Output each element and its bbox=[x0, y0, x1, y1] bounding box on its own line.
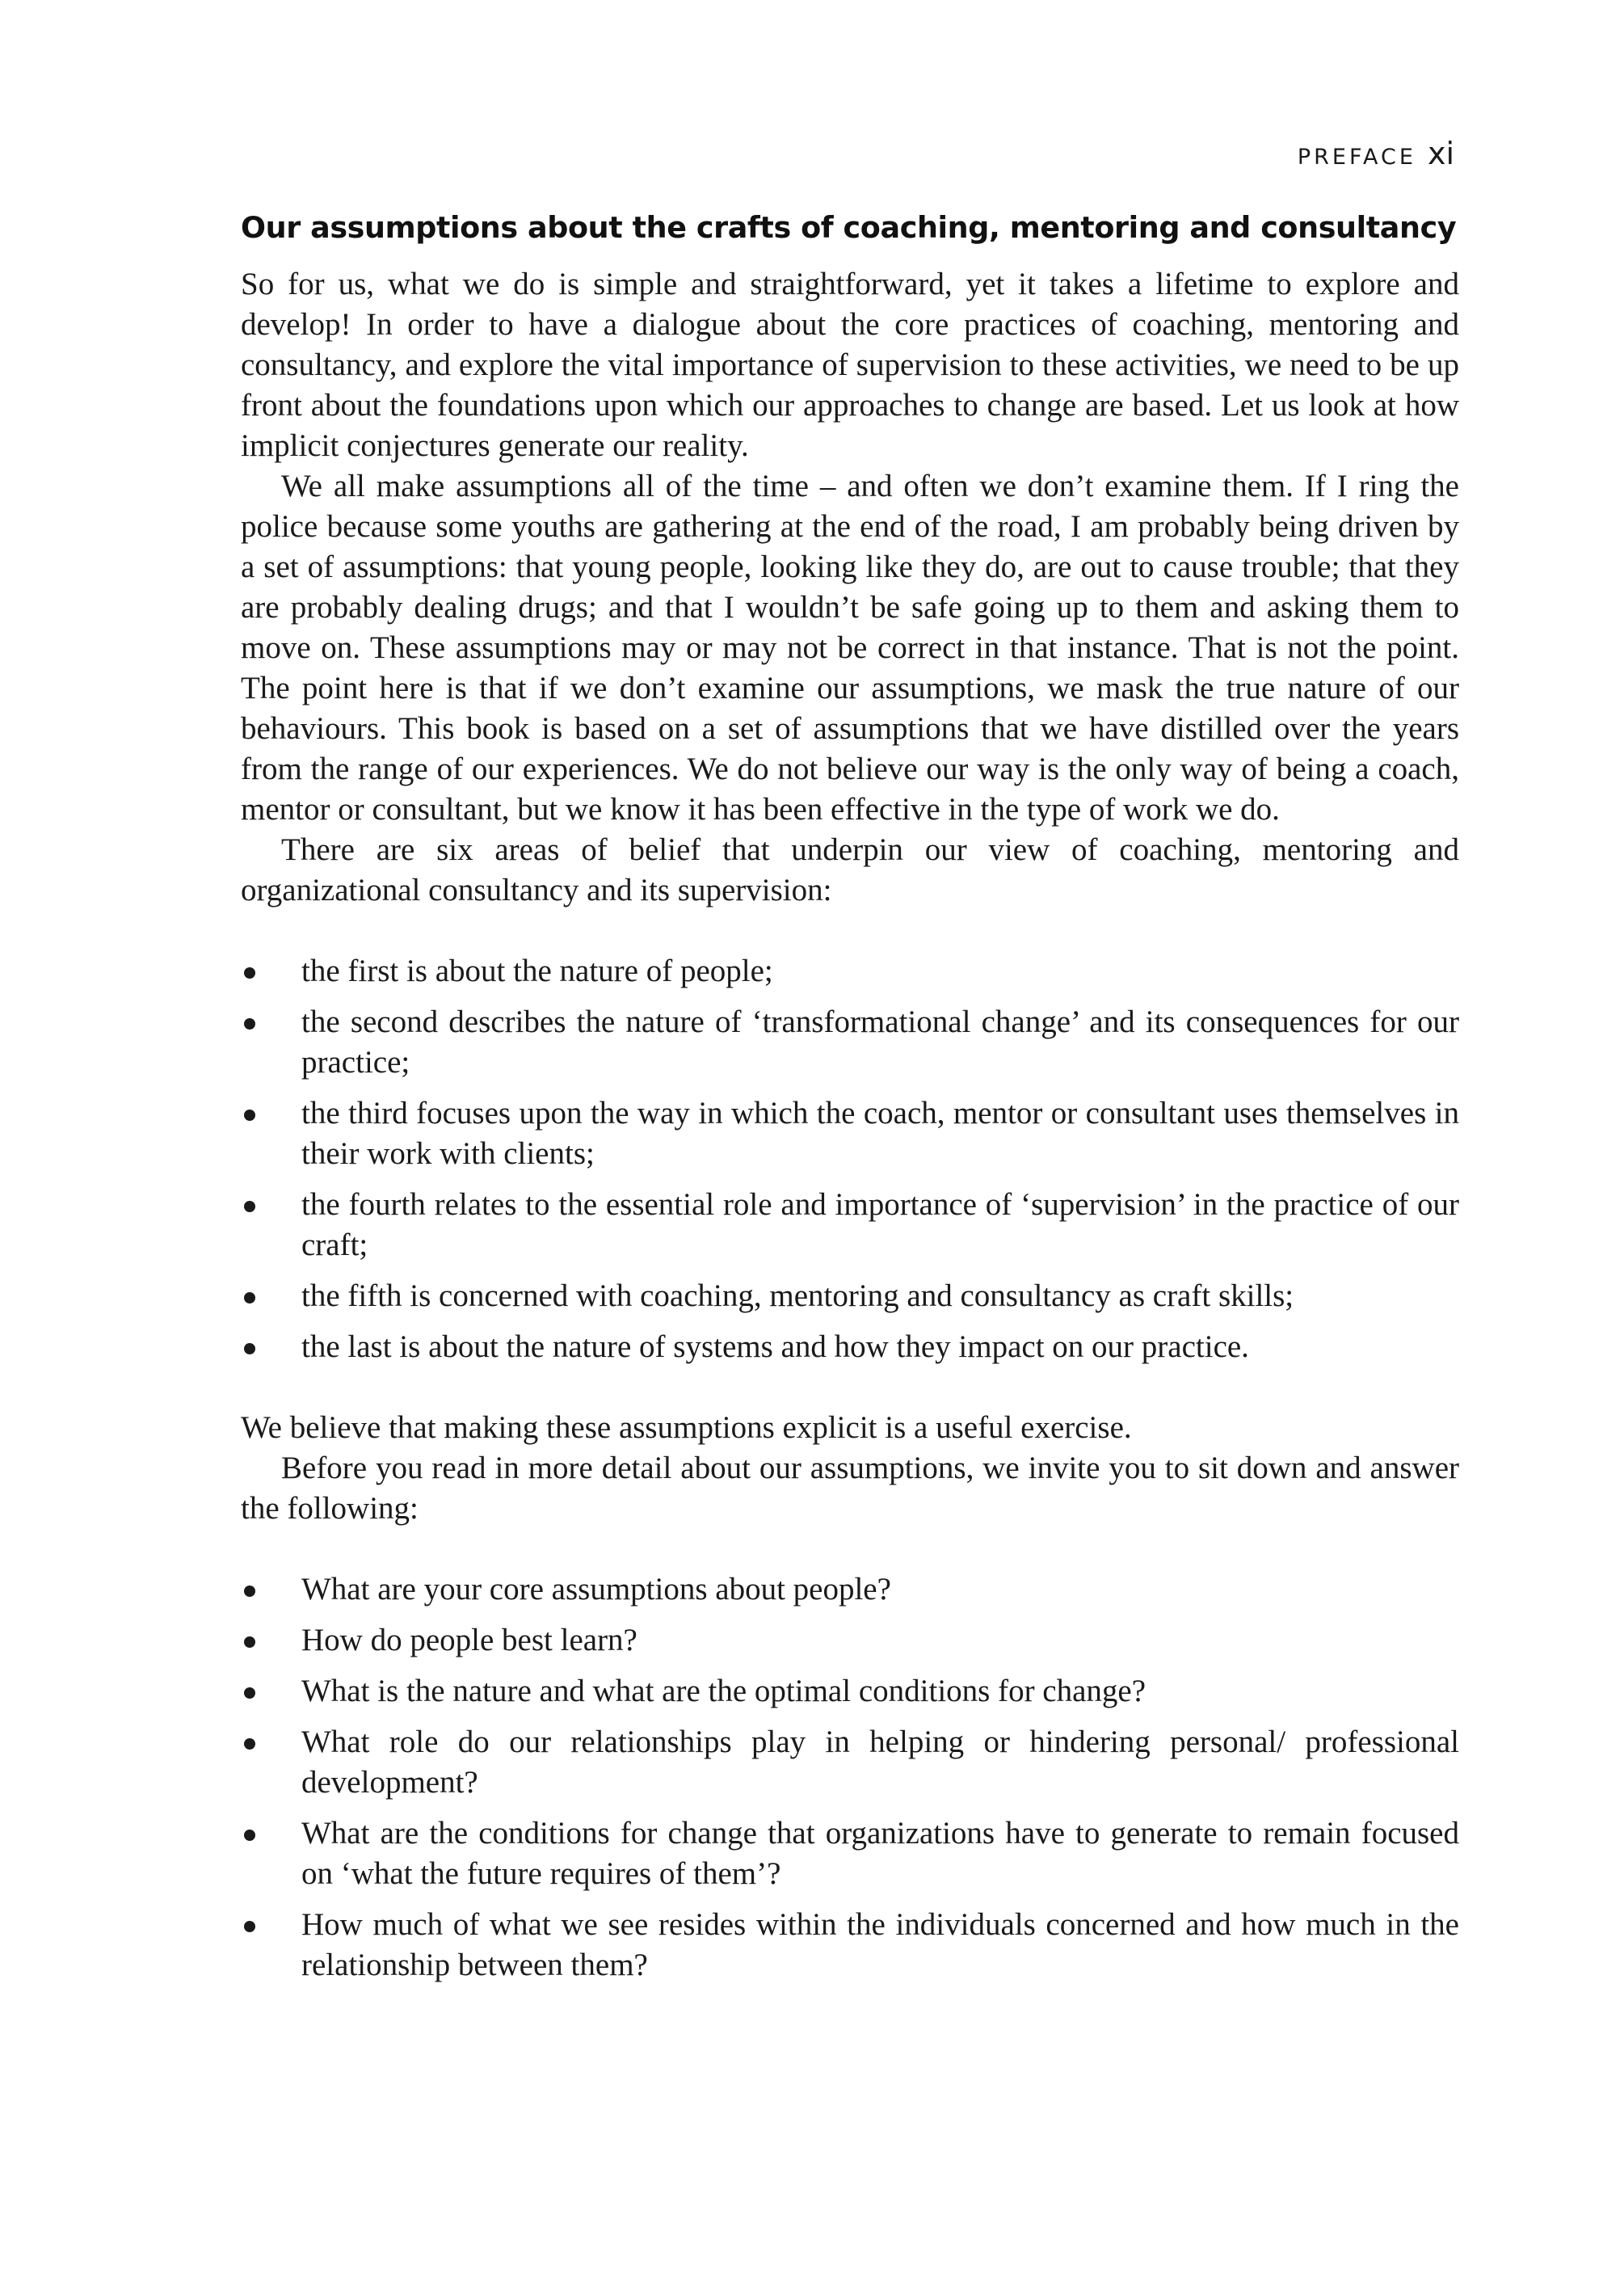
bullet-icon bbox=[244, 1201, 255, 1212]
list-item bbox=[241, 1905, 1459, 1986]
belief-areas-list bbox=[241, 951, 1459, 1367]
section-heading: Our assumptions about the crafts of coaching, mentoring and consultancy bbox=[241, 210, 1457, 245]
list-item-text: What is the nature and what are the optimal conditions for change? bbox=[301, 1674, 1146, 1709]
list-item bbox=[241, 1671, 1459, 1712]
list-item bbox=[241, 1185, 1459, 1266]
list-item-text: How much of what we see resides within the individuals concerned and how much in the relationship between them? bbox=[301, 1907, 1459, 1983]
bullet-icon bbox=[244, 1738, 255, 1750]
list-item-text: the first is about the nature of people; bbox=[301, 954, 773, 989]
questions-list bbox=[241, 1569, 1459, 1986]
paragraph-explicit-assumptions: We believe that making these assumptions explicit is a useful exercise. bbox=[241, 1410, 1132, 1446]
list-item-text: the third focuses upon the way in which the coach, mentor or consultant uses themselves in their work with clients; bbox=[301, 1096, 1459, 1172]
bullet-icon bbox=[244, 1018, 255, 1030]
list-item bbox=[241, 1093, 1459, 1174]
bullet-icon bbox=[244, 1586, 255, 1597]
list-item-text: the fourth relates to the essential role and importance of ‘supervision’ in the practice of our craft; bbox=[301, 1187, 1459, 1263]
list-item-text: How do people best learn? bbox=[301, 1623, 637, 1658]
bullet-icon bbox=[244, 967, 255, 979]
bullet-icon bbox=[244, 1687, 255, 1699]
running-title: PREFACE bbox=[1297, 145, 1416, 170]
paragraph-intro: So for us, what we do is simple and straightforward, yet it takes a lifetime to explore and develop! In order to have a dialogue about the core practices of coaching, mentoring and consultancy, and explore the vital importance of supervision to these activities, we need to be up front about the foundations upon which our approaches to change are based. Let us look at how implicit conjectures generate our reality. bbox=[241, 267, 1459, 464]
list-item-text: What role do our relationships play in helping or hindering personal/ professional development? bbox=[301, 1725, 1459, 1800]
bullet-icon bbox=[244, 1636, 255, 1648]
list-item-text: the second describes the nature of ‘transformational change’ and its consequences for our practice; bbox=[301, 1004, 1459, 1080]
list-item bbox=[241, 1620, 1459, 1661]
list-item bbox=[241, 1002, 1459, 1083]
bullet-icon bbox=[244, 1343, 255, 1354]
paragraph-assumptions-example: We all make assumptions all of the time – and often we don’t examine them. If I ring the police because some youths are gathering at the end of the road, I am probably being driven by a set of assumptions: that young people, looking like they do, are out to cause trouble; that they are probably dealing drugs; and that I wouldn’t be safe going up to them and asking them to move on. These assumptions may or may not be correct in that instance. That is not the point. The point here is that if we don’t examine our assumptions, we mask the true nature of our behaviours. This book is based on a set of assumptions that we have distilled over the years from the range of our experiences. We do not believe our way is the only way of being a coach, mentor or consultant, but we know it has been effective in the type of work we do. bbox=[241, 469, 1459, 828]
bullet-icon bbox=[244, 1110, 255, 1121]
list-item bbox=[241, 951, 1459, 992]
list-item-text: What are the conditions for change that organizations have to generate to remain focused on ‘what the future requires of them’? bbox=[301, 1816, 1459, 1892]
page-number: xi bbox=[1427, 136, 1454, 171]
running-head bbox=[1298, 136, 1454, 171]
paragraph-invitation: Before you read in more detail about our assumptions, we invite you to sit down and answer the following: bbox=[241, 1451, 1459, 1527]
list-item bbox=[241, 1722, 1459, 1803]
list-item-text: the fifth is concerned with coaching, mentoring and consultancy as craft skills; bbox=[301, 1278, 1294, 1314]
bullet-icon bbox=[244, 1830, 255, 1841]
list-item-text: What are your core assumptions about people? bbox=[301, 1572, 891, 1607]
bullet-icon bbox=[244, 1292, 255, 1303]
list-item bbox=[241, 1276, 1459, 1316]
paragraph-six-areas-lead: There are six areas of belief that underpin our view of coaching, mentoring and organizational consultancy and its supervision: bbox=[241, 832, 1459, 908]
list-item-text: the last is about the nature of systems and how they impact on our practice. bbox=[301, 1329, 1249, 1365]
bullet-icon bbox=[244, 1921, 255, 1932]
list-item bbox=[241, 1327, 1459, 1367]
list-item bbox=[241, 1569, 1459, 1610]
page-body bbox=[241, 208, 1459, 2026]
list-item bbox=[241, 1813, 1459, 1894]
